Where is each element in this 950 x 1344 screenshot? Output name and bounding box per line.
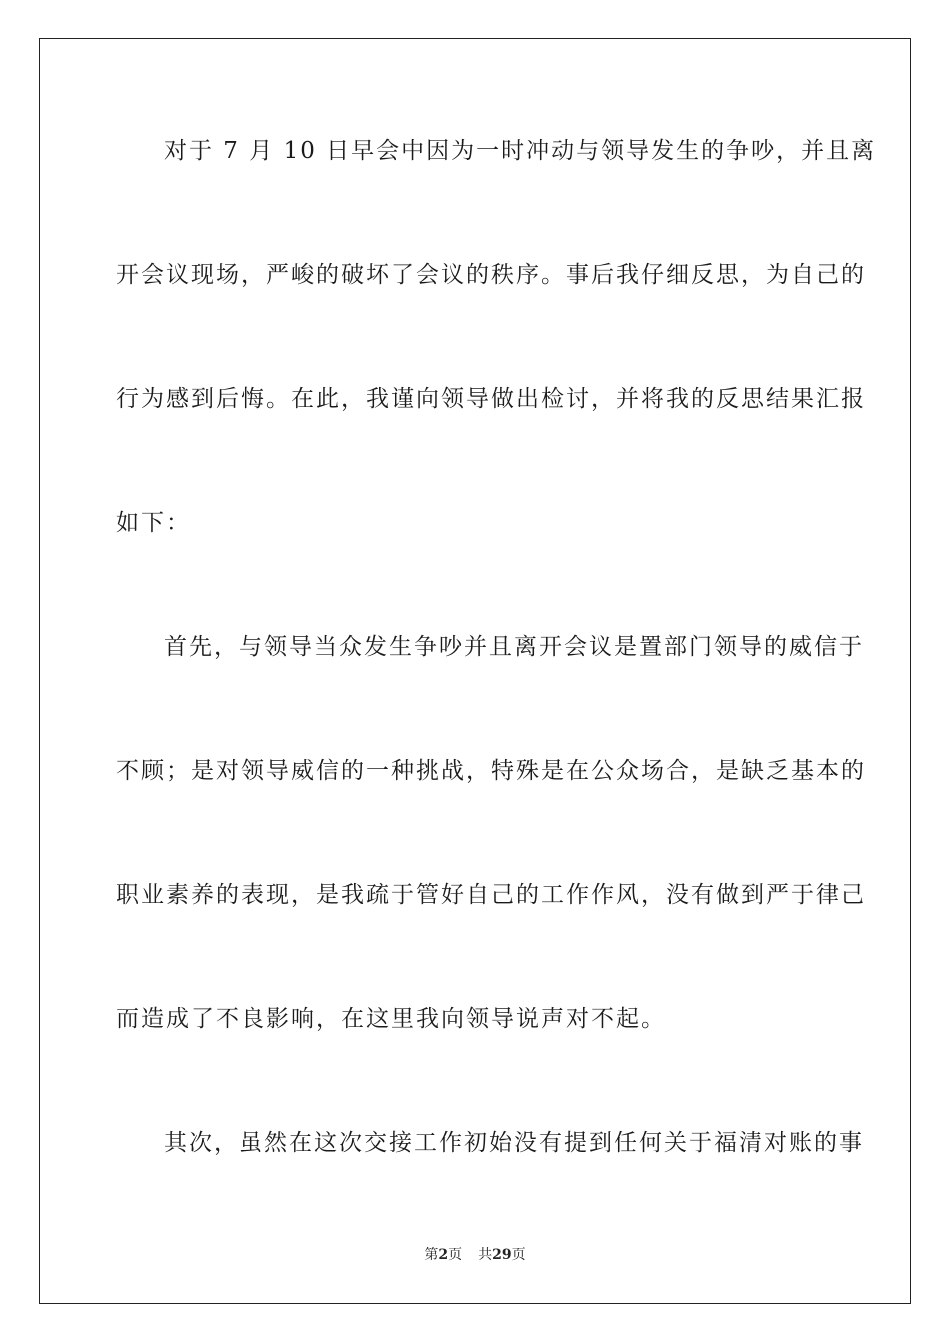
paragraph-2-line-4: 而造成了不良影响，在这里我向领导说声对不起。	[116, 1006, 666, 1032]
paragraph-1-line-3: 行为感到后悔。在此，我谨向领导做出检讨，并将我的反思结果汇报	[116, 386, 866, 412]
paragraph-1-line-1: 对于 7 月 10 日早会中因为一时冲动与领导发生的争吵，并且离	[164, 138, 877, 164]
paragraph-1-line-2: 开会议现场，严峻的破坏了会议的秩序。事后我仔细反思，为自己的	[116, 262, 866, 288]
page-prefix: 第	[424, 1247, 439, 1263]
total-suffix: 页	[511, 1247, 526, 1263]
paragraph-2-line-3: 职业素养的表现，是我疏于管好自己的工作作风，没有做到严于律己	[116, 882, 866, 908]
paragraph-2-line-1: 首先，与领导当众发生争吵并且离开会议是置部门领导的威信于	[164, 634, 864, 660]
paragraph-1-line-4: 如下：	[116, 510, 191, 536]
paragraph-3-line-1: 其次，虽然在这次交接工作初始没有提到任何关于福清对账的事	[164, 1130, 864, 1156]
page-number: 2	[438, 1247, 449, 1263]
page-footer	[0, 1246, 950, 1264]
total-prefix: 共	[478, 1247, 493, 1263]
page-suffix: 页	[448, 1247, 463, 1263]
page-border	[39, 38, 911, 1304]
paragraph-2-line-2: 不顾；是对领导威信的一种挑战，特殊是在公众场合，是缺乏基本的	[116, 758, 866, 784]
total-pages: 29	[492, 1247, 512, 1263]
